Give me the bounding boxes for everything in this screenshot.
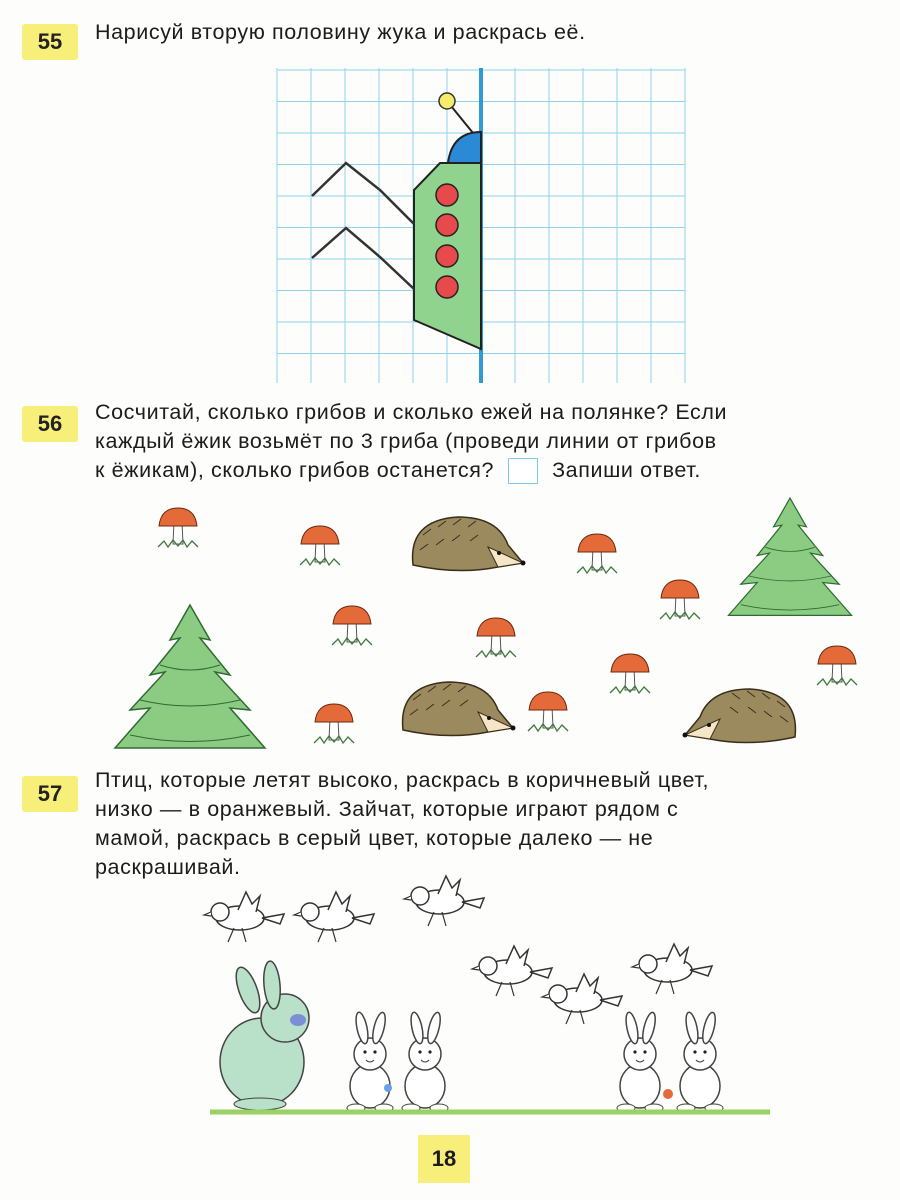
baby-rabbit-far[interactable] <box>677 1011 723 1112</box>
task-57-line-3: мамой, раскрась в серый цвет, которые далеко — не <box>95 826 654 850</box>
bird-low[interactable] <box>632 944 712 994</box>
task-57-line-1: Птиц, которые летят высоко, раскрась в коричневый цвет, <box>95 768 710 792</box>
task-56-instruction: Запиши ответ. <box>552 458 701 482</box>
bird-high[interactable] <box>204 892 284 942</box>
task-56-line-1: Сосчитай, сколько грибов и сколько ежей на полянке? Если <box>95 400 728 424</box>
bird-low[interactable] <box>542 974 622 1024</box>
baby-rabbit-far[interactable] <box>617 1011 663 1112</box>
mother-rabbit[interactable] <box>220 960 309 1110</box>
task-number-56: 56 <box>22 406 78 442</box>
task-56-question: к ёжикам), сколько грибов останется? <box>95 458 495 482</box>
small-mushroom <box>663 1089 673 1099</box>
baby-rabbit-near[interactable] <box>402 1011 448 1112</box>
bird-high[interactable] <box>404 876 484 926</box>
bird-high[interactable] <box>294 892 374 942</box>
baby-rabbit-near[interactable] <box>347 1011 393 1112</box>
page-number: 18 <box>418 1135 470 1183</box>
task-57-line-2: низко — в оранжевый. Зайчат, которые играют рядом с <box>95 797 679 821</box>
task-number-57: 57 <box>22 776 78 812</box>
small-flower <box>384 1084 392 1092</box>
task-number-55: 55 <box>22 24 78 60</box>
task-56-line-2: каждый ёжик возьмёт по 3 гриба (проведи линии от грибов <box>95 429 717 453</box>
task-55-line: Нарисуй вторую половину жука и раскрась её. <box>95 20 586 44</box>
bird-low[interactable] <box>472 946 552 996</box>
task-57-line-4: раскрашивай. <box>95 855 241 879</box>
